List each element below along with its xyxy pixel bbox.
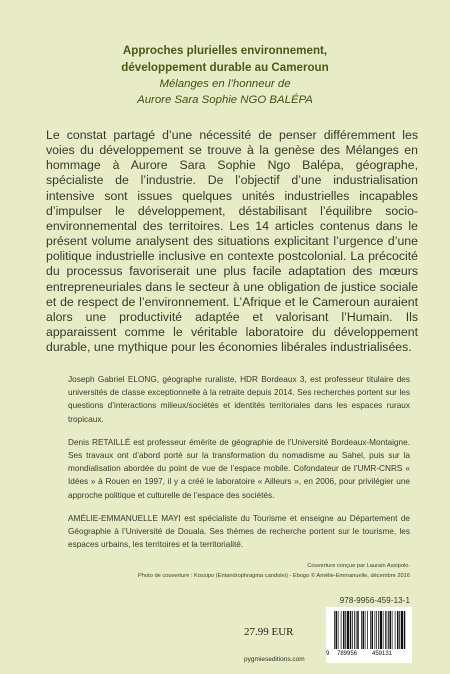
barcode-lead-digit: 9: [326, 651, 330, 657]
photo-credit: Photo de couverture : Kossipo (Entandrophragma candolei) - Ebogo © Amélie-Emmanuelle, décembre 2016: [138, 573, 410, 579]
price: 27.99 EUR: [244, 626, 294, 638]
barcode-bar: [372, 611, 374, 649]
barcode-bar: [341, 611, 342, 649]
barcode-bar: [367, 611, 368, 649]
title-line-2: développement durable au Cameroun: [121, 61, 329, 74]
book-summary: Le constat partagé d’une nécessité de penser différemment les voies du développement se trouve à la genèse des Mélanges en hommage à Aurore Sara Sophie Ngo Balépa, géographe, spécialiste de l’industrie. De l’objectif d’une industrialisation intensive sont issues quelques unités industrielles incapables d’impulser le développement, déstabilisant l’équilibre socio-environnemental des territoires. Les 14 articles contenus dans le présent volume analysent des situations explicitant l’urgence d’une politique industrielle inclusive en contexte postcolonial. La précocité du processus favoriserait une plus facile adaptation des mœurs entrepreneuriales dans le secteur à une obligation de justice sociale et de respect de l’environnement. L’Afrique et le Cameroun auraient alors une productivité adaptée et valorisant l’Humain. Ils apparaissent comme le véritable laboratoire du développement durable, une mythique pour les économies libérales industrialisées.: [46, 128, 418, 355]
author-bios: [68, 373, 410, 561]
subtitle-line-1: Mélanges en l’honneur de: [159, 78, 291, 90]
publisher-website: pygmieseditions.com: [244, 656, 305, 663]
barcode-bar: [401, 611, 403, 649]
barcode-bar: [399, 611, 400, 649]
barcode-bar: [336, 611, 338, 649]
barcode-bar: [354, 611, 355, 649]
barcode-bar: [387, 611, 388, 649]
barcode-bar: [388, 611, 389, 649]
barcode-bar: [350, 611, 352, 649]
barcode-bar: [334, 611, 335, 649]
barcode-bar: [363, 611, 365, 649]
barcode-bar: [361, 611, 362, 649]
bio-retaille: Denis RETAILLÉ est professeur émérite de géographie de l’Université Bordeaux-Montaigne. Ses travaux ont d’abord porté sur la transformation du nomadisme au Sahel, puis sur la mondialisation abordée du point de vue de l’espace mobile. Cofondateur de l’UMR-CNRS « Idées » à Rouen en 1997, il y a créé le laboratoire « Ailleurs », en 2006, pour privilégier une approche politique et culturelle de l’espace des sociétés.: [68, 437, 410, 500]
barcode-bar: [385, 611, 386, 649]
bio-mayi: AMÉLIE-EMMANUELLE MAYI est spécialiste du Tourisme et enseigne au Département de Géographie à l’Université de Douala. Ses thèmes de recherche portent sur le tourisme, les espaces urbains, les territoires et la territorialité.: [68, 513, 410, 550]
barcode-bar: [357, 611, 359, 649]
barcode-bar: [380, 611, 382, 649]
barcode-bars: [332, 611, 406, 651]
barcode-bar: [375, 611, 376, 649]
barcode-bar: [404, 611, 406, 649]
title-line-1: Approches plurielles environnement,: [122, 44, 328, 57]
barcode-bar: [397, 611, 399, 649]
barcode-bar: [352, 611, 353, 649]
barcode-bar: [376, 611, 377, 649]
barcode-bar: [383, 611, 384, 649]
cover-design-credit: Couverture conçue par Laurain Assipolo.: [307, 563, 410, 569]
barcode-bar: [392, 611, 393, 649]
barcode-bar: [347, 611, 349, 649]
barcode: [326, 607, 412, 663]
barcode-bar: [338, 611, 339, 649]
bio-elong: Joseph Gabriel ELONG, géographe ruraliste, HDR Bordeaux 3, est professeur titulaire des universités de classe exceptionnelle à la retraite depuis 2014. Ses recherches portent sur les questions d’interactions milieux/sociétés et identités territoriales dans les espaces ruraux tropicaux.: [68, 375, 410, 424]
barcode-bar: [343, 611, 345, 649]
barcode-bar: [378, 611, 379, 649]
book-header: [0, 42, 450, 108]
barcode-right-group: 459131: [372, 651, 393, 657]
barcode-left-group: 789956: [337, 651, 358, 657]
isbn: 978-9956-459-13-1: [339, 596, 410, 605]
barcode-bar: [365, 611, 366, 649]
barcode-bar: [370, 611, 371, 649]
barcode-bar: [395, 611, 396, 649]
barcode-bar: [345, 611, 346, 649]
cover-credits: [50, 561, 410, 581]
barcode-bar: [390, 611, 392, 649]
subtitle-line-2: Aurore Sara Sophie NGO BALÉPA: [137, 94, 313, 106]
barcode-bar: [356, 611, 357, 649]
